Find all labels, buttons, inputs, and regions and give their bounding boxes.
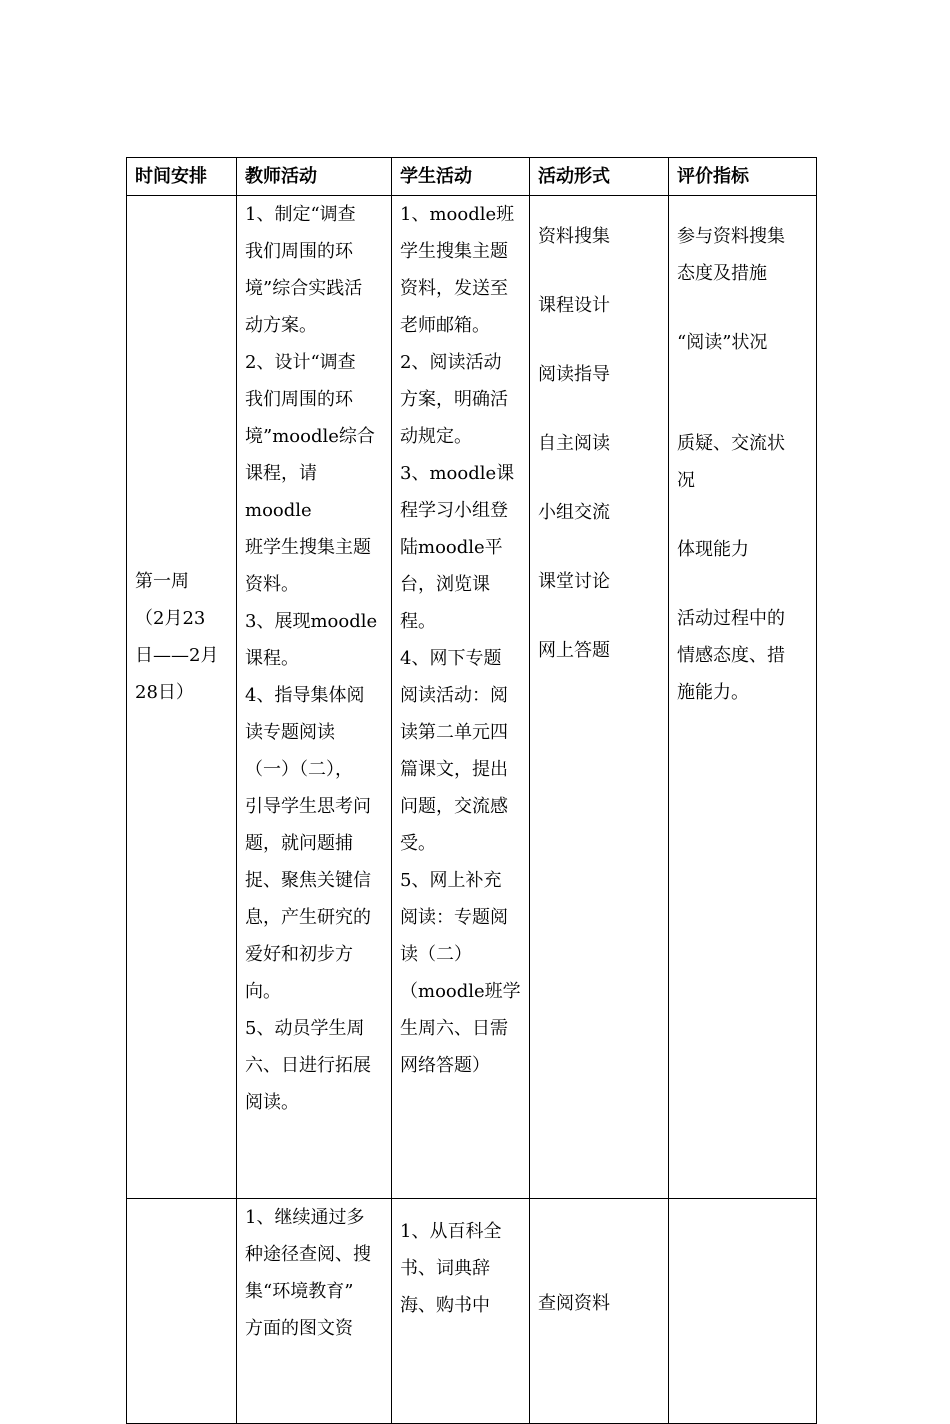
cell-text-line: 老师邮箱。 (400, 315, 490, 336)
activity-plan-table (126, 157, 817, 1424)
cell-text-line: “阅读”状况 (677, 332, 768, 353)
cell-text-line: 捉、聚焦关键信 (245, 870, 371, 891)
table-header-row (127, 158, 817, 196)
cell-text-line: 台，浏览课 (400, 574, 490, 595)
cell-text-line: 第一周 (135, 571, 189, 592)
cell-text-line: （一）（二）， (245, 759, 353, 780)
cell-text-line: 阅读：专题阅 (400, 907, 508, 928)
cell-text-line: 3、展现moodle (245, 611, 378, 632)
cell-text-line: 阅读。 (245, 1092, 299, 1113)
cell-text-line: 动规定。 (400, 426, 472, 447)
cell-text-line: 方案，明确活 (400, 389, 508, 410)
cell-text-line: 题，就问题捕 (245, 833, 353, 854)
cell-text-line: 网络答题） (400, 1055, 490, 1076)
cell-text-line: 资料，发送至 (400, 278, 508, 299)
cell-text-line: 海、购书中 (400, 1295, 490, 1316)
cell-text-line: 爱好和初步方 (245, 944, 353, 965)
cell-text-line: 阅读指导 (538, 364, 610, 385)
cell-text-line: 读第二单元四 (400, 722, 508, 743)
cell-text-line: 向。 (245, 981, 281, 1002)
cell-text-line: 方面的图文资 (245, 1318, 353, 1339)
cell-text-line: 课程。 (245, 648, 299, 669)
cell-text-line: 自主阅读 (538, 433, 610, 454)
cell-text-line: 资料。 (245, 574, 299, 595)
cell-text-line: 境”moodle综合 (245, 426, 375, 447)
cell-evaluation-week2 (669, 1199, 817, 1424)
cell-student-week2 (392, 1199, 530, 1424)
cell-text-line: 程学习小组登 (400, 500, 508, 521)
cell-time-week1 (127, 196, 237, 1199)
table-row (127, 196, 817, 1199)
cell-text-line: 阅读活动：阅 (400, 685, 508, 706)
cell-text-line: 参与资料搜集 (677, 226, 785, 247)
cell-text-line: 六、日进行拓展 (245, 1055, 371, 1076)
cell-teacher-week2 (237, 1199, 392, 1424)
header-student: 学生活动 (392, 158, 530, 196)
cell-text-line: 境”综合实践活 (245, 278, 363, 299)
cell-text-line: 程。 (400, 611, 436, 632)
cell-text-line: 质疑、交流状 (677, 433, 785, 454)
cell-text-line: 5、网上补充 (400, 870, 502, 891)
cell-text-line: 活动过程中的 (677, 608, 785, 629)
cell-text-line: 问题，交流感 (400, 796, 508, 817)
cell-text-line: 网上答题 (538, 640, 610, 661)
cell-text-line: 资料搜集 (538, 226, 610, 247)
cell-text-line: 5、动员学生周 (245, 1018, 365, 1039)
cell-evaluation-week1 (669, 196, 817, 1199)
cell-text-line: 日——2月 (135, 645, 219, 666)
cell-text-line: 引导学生思考问 (245, 796, 371, 817)
header-time: 时间安排 (127, 158, 237, 196)
cell-text-line: 班学生搜集主题 (245, 537, 371, 558)
cell-text-line: 3、moodle课 (400, 463, 515, 484)
header-evaluation: 评价指标 (669, 158, 817, 196)
cell-text-line: 受。 (400, 833, 436, 854)
cell-text-line: 课堂讨论 (538, 571, 610, 592)
cell-text-line: 2、设计“调查 (245, 352, 356, 373)
header-form: 活动形式 (530, 158, 669, 196)
cell-text-line: 1、moodle班 (400, 204, 515, 225)
cell-text-line: 动方案。 (245, 315, 317, 336)
cell-text-line: 我们周围的环 (245, 241, 353, 262)
cell-text-line: 2、阅读活动 (400, 352, 502, 373)
cell-text-line: 28日） (135, 682, 194, 703)
cell-time-week2 (127, 1199, 237, 1424)
cell-text-line: 课程设计 (538, 295, 610, 316)
cell-text-line: 读（二） (400, 944, 472, 965)
cell-text-line: （2月23 (135, 608, 206, 629)
cell-text-line: 1、制定“调查 (245, 204, 356, 225)
cell-text-line: 1、继续通过多 (245, 1207, 365, 1228)
cell-text-line: 书、词典辞 (400, 1258, 490, 1279)
cell-text-line: 1、从百科全 (400, 1221, 502, 1242)
cell-text-line: 课程，请moodle (245, 463, 317, 521)
cell-text-line: 小组交流 (538, 502, 610, 523)
cell-text-line: 生周六、日需 (400, 1018, 508, 1039)
cell-student-week1 (392, 196, 530, 1199)
cell-teacher-week1 (237, 196, 392, 1199)
cell-text-line: 集“环境教育” (245, 1281, 354, 1302)
cell-text-line: 态度及措施 (677, 263, 767, 284)
cell-text-line: （moodle班学 (400, 981, 521, 1002)
cell-text-line: 我们周围的环 (245, 389, 353, 410)
cell-text-line: 息，产生研究的 (245, 907, 371, 928)
cell-text-line: 陆moodle平 (400, 537, 503, 558)
cell-form-week2 (530, 1199, 669, 1424)
cell-text-line: 4、指导集体阅 (245, 685, 365, 706)
table-row (127, 1199, 817, 1424)
header-teacher: 教师活动 (237, 158, 392, 196)
cell-text-line: 读专题阅读 (245, 722, 335, 743)
cell-text-line: 施能力。 (677, 682, 749, 703)
cell-text-line: 情感态度、措 (677, 645, 785, 666)
cell-text-line: 体现能力 (677, 539, 749, 560)
cell-text-line: 学生搜集主题 (400, 241, 508, 262)
cell-text-line: 种途径查阅、搜 (245, 1244, 371, 1265)
cell-text-line: 4、网下专题 (400, 648, 502, 669)
cell-text-line: 况 (677, 470, 695, 491)
cell-text-line: 篇课文，提出 (400, 759, 508, 780)
cell-text-line: 查阅资料 (538, 1293, 610, 1314)
cell-form-week1 (530, 196, 669, 1199)
